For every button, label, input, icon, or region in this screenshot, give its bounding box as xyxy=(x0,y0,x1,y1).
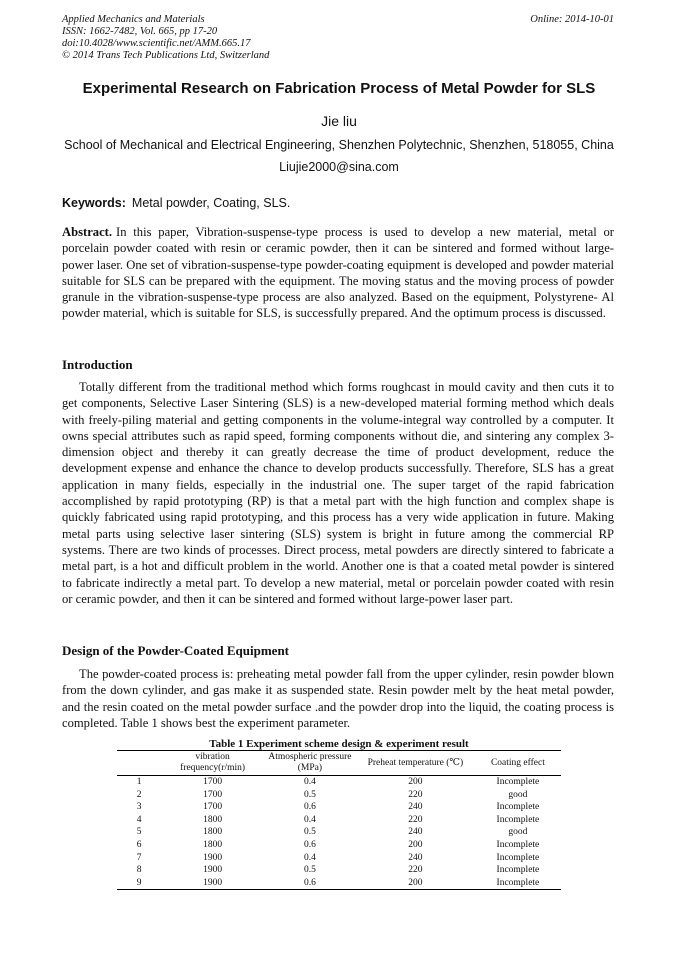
table-cell: good xyxy=(508,789,528,800)
column-header-index xyxy=(117,751,161,776)
table-cell: 1900 xyxy=(203,852,223,863)
issn-line: ISSN: 1662-7482, Vol. 665, pp 17-20 xyxy=(62,26,218,37)
table-cell: 7 xyxy=(136,852,142,863)
table-cell: 0.5 xyxy=(303,789,316,800)
section-heading-design: Design of the Powder-Coated Equipment xyxy=(62,643,290,658)
copyright-line: © 2014 Trans Tech Publications Ltd, Switzerland xyxy=(62,50,270,61)
table-cell: 1800 xyxy=(203,827,223,838)
table-cell: Incomplete xyxy=(496,865,540,876)
table-cell: 2 xyxy=(136,789,142,800)
table-row xyxy=(117,877,561,890)
table-row xyxy=(117,864,561,877)
table-caption: Table 1 Experiment scheme design & experiment result xyxy=(209,738,469,750)
table-cell: 0.4 xyxy=(303,777,316,787)
table-cell: 1700 xyxy=(203,789,223,800)
table-cell: Incomplete xyxy=(496,777,540,787)
keywords-text: Metal powder, Coating, SLS. xyxy=(131,196,291,210)
table-row xyxy=(117,801,561,814)
table-cell: 200 xyxy=(356,877,475,890)
column-header-frequency: vibration frequency(r/min) xyxy=(161,751,263,776)
table-row xyxy=(117,789,561,802)
table-row xyxy=(117,776,561,789)
table-cell: 0.6 xyxy=(264,877,356,890)
table-cell: 200 xyxy=(408,777,423,787)
table-cell: 0.6 xyxy=(303,802,316,813)
table-cell: 5 xyxy=(136,827,142,838)
table-cell: Incomplete xyxy=(496,814,540,825)
keywords-label: Keywords: xyxy=(62,196,126,210)
paper-title: Experimental Research on Fabrication Process of Metal Powder for SLS xyxy=(82,80,596,97)
introduction-paragraph: Totally different from the traditional method which forms roughcast in mould cavity and then cuts it to get components, Selective Laser Sintering (SLS) is a new-developed material forming method which deals with freely-piling material and getting components in the volume-integral way controlled by a computer. It owns special attributes such as rapid speed, forming components without die, and sintering any complex 3-dimension object and thereby it can greatly decrease the time of product development, reduce the development expense and enhance the chance to develop products successfully. Therefore, SLS has a great application in many fields, especially in the industrial one. The super target of the rapid fabrication accomplished by rapid prototyping (RP) is that a metal part with the high function and complex shape is quickly fabricated using rapid prototyping, and this process has a very wide application in future. Making metal parts using selective laser sintering (SLS) system is bright in future among the commercial RP systems. There are two kinds of processes. Direct process, metal powders are directly sintered to fabricate a metal part, is a hot and difficult problem in the world. Another one is that a coated metal powder is sintered to fabricate indirectly a metal part. To develop a new material, metal or porcelain powder coated with resin or ceramic powder, and then it can be sintered and formed without large-power laser part. xyxy=(62,380,614,606)
keywords xyxy=(62,196,290,210)
table-cell: good xyxy=(508,827,528,838)
table-cell: 1900 xyxy=(161,877,263,890)
table-cell: Incomplete xyxy=(475,877,561,890)
table-cell: 220 xyxy=(408,789,423,800)
section-heading-introduction: Introduction xyxy=(62,357,133,372)
table-cell: 240 xyxy=(408,827,423,838)
table-cell: 0.5 xyxy=(303,827,316,838)
table-cell: 220 xyxy=(408,814,423,825)
table-cell: 220 xyxy=(408,865,423,876)
table-row xyxy=(117,826,561,839)
author-affiliation: School of Mechanical and Electrical Engineering, Shenzhen Polytechnic, Shenzhen, 518055, China xyxy=(64,138,614,152)
table-cell: Incomplete xyxy=(496,852,540,863)
experiment-table xyxy=(117,750,561,890)
table-row xyxy=(117,839,561,852)
abstract-text: In this paper, Vibration-suspense-type process is used to develop a new material, metal or porcelain powder coated with resin or ceramic powder, then it can be sintered and formed without large-power laser. One set of vibration-suspense-type powder-coating equipment is developed and powder material suitable for SLS can be prepared with the equipment. The moving status and the moving process of powder granule in the vibration-suspense-type process are also analyzed. Based on the equipment, Polystyrene- Al powder material, which is suitable for SLS, is successfully prepared. And the optimum process is discussed. xyxy=(62,225,614,321)
doi-line: doi:10.4028/www.scientific.net/AMM.665.17 xyxy=(62,38,251,49)
table-cell: 4 xyxy=(136,814,142,825)
table-cell: 1800 xyxy=(203,839,223,850)
table-cell: 1700 xyxy=(203,802,223,813)
table-cell: 1700 xyxy=(203,777,223,787)
table-row xyxy=(117,814,561,827)
table-cell: 1 xyxy=(136,777,142,787)
abstract-label: Abstract. xyxy=(62,225,113,239)
author-email: Liujie2000@sina.com xyxy=(279,160,399,174)
table-cell: 0.5 xyxy=(303,865,316,876)
table-cell: Incomplete xyxy=(496,839,540,850)
author-name: Jie liu xyxy=(321,113,357,129)
table-cell: 3 xyxy=(136,802,142,813)
table-cell: 240 xyxy=(408,802,423,813)
table-cell: 0.4 xyxy=(303,852,316,863)
table-cell: 0.4 xyxy=(303,814,316,825)
column-header-coating-effect: Coating effect xyxy=(475,751,561,776)
table-cell: 0.6 xyxy=(303,839,316,850)
table-cell: Incomplete xyxy=(496,802,540,813)
table-cell: 1800 xyxy=(203,814,223,825)
table-cell: 200 xyxy=(408,839,423,850)
table-cell: 1900 xyxy=(203,865,223,876)
abstract xyxy=(62,224,614,322)
table-cell: 8 xyxy=(136,865,142,876)
column-header-pressure: Atmospheric pressure (MPa) xyxy=(264,751,356,776)
table-row xyxy=(117,852,561,865)
table-header-row xyxy=(117,751,561,776)
column-header-temperature: Preheat temperature (℃) xyxy=(356,751,475,776)
design-paragraph: The powder-coated process is: preheating metal powder fall from the upper cylinder, resin powder blown from the down cylinder, and gas make it as suspended state. Resin powder melt by the heat metal powder, and the resin coated on the metal powder surface .and the powder drop into the liquid, the coating process is completed. Table 1 shows best the experiment parameter. xyxy=(62,667,614,730)
table-cell: 240 xyxy=(408,852,423,863)
table-cell: 9 xyxy=(117,877,161,890)
table-cell: 6 xyxy=(136,839,142,850)
online-date: Online: 2014-10-01 xyxy=(530,14,614,25)
journal-name: Applied Mechanics and Materials xyxy=(62,14,205,25)
journal-metadata xyxy=(62,14,269,62)
